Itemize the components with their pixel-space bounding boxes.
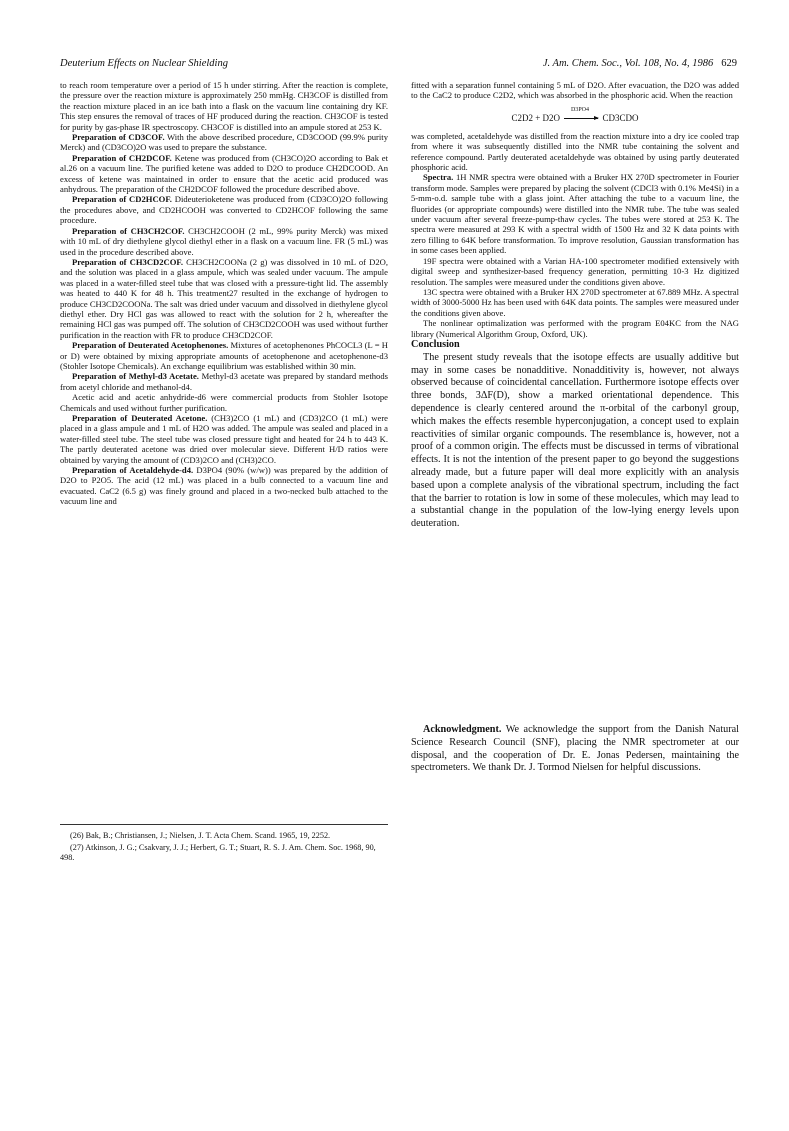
spectra-runin-heading: Spectra. [423, 172, 454, 183]
paragraph-text: Mixtures of acetophenones PhCOCL3 (L = H or D) were obtained by mixing appropriate amounts of acetophenone and acetophenone-d3 (Stohler Isotope Chemicals). An exchange equilibrium was established within 30 min. [60, 340, 389, 371]
conclusion-section [411, 339, 739, 531]
paragraph-runin-heading: Preparation of Acetaldehyde-d4. [72, 465, 194, 476]
paragraph-runin-heading: Preparation of CH3CD2COF. [72, 256, 184, 267]
equation-product: CD3CDO [602, 112, 639, 123]
paragraph-text: CH3CH2COONa (2 g) was dissolved in 10 mL of D2O, and the solution was placed in a glass ampule, which was sealed under vacuum. The ampule was placed in a water-filled steel tube that was closed with a pressure-tight lid. The assembly was heated to 440 K for 48 h. This treatment27 resulted in the exchange of hydrogen to produce CH3CD2COONa. The salt was dried under vacuum and dissolved in diethylene glycol diethyl ether. Dry HCl gas was allowed to react with the solution for 2 h, whereafter the remaining HCl gas was pumped off. The solution of CH3CD2COOH was used without further purification in the reaction with FR to produce CH3CD2COF. [60, 256, 389, 340]
acknowledgment-paragraph [411, 724, 739, 775]
article-short-title: Deuterium Effects on Nuclear Shielding [60, 58, 228, 69]
left-paragraph [60, 257, 388, 340]
footnote-27: (27) Atkinson, J. G.; Csakvary, J. J.; Herbert, G. T.; Stuart, R. S. J. Am. Chem. Soc. 1968, 90, 498. [60, 843, 376, 862]
paragraph-text: (CH3)2CO (1 mL) and (CD3)2CO (1 mL) were placed in a glass ampule and 1 mL of H2O was added. The ampule was sealed and placed in a water-filled steel tube. The steel tube was closed pressure tight and heated for 24 h to 443 K. The partly deuterated acetone was dried over molecular sieve. Different H/D ratios were obtained by varying the amount of (CD3)2CO and (CH3)2CO. [60, 413, 388, 465]
right-column [411, 80, 739, 531]
spectra-text: 1H NMR spectra were obtained with a Bruker HX 270D spectrometer in Fourier transform mode. Samples were prepared by placing the solvent (CDCl3 with 0.1% Me4Si) in a 5-mm-o.d. sample tube with a glass joint. After attaching the tube to a vacuum line, the fluorides (or appropriate compounds) were distilled into the NMR tube. The tube was sealed under vacuum after several freeze-pump-thaw cycles. The tubes were stored at 253 K. The spectra were measured at 293 K with a spectral width of 1500 Hz and 32 K data points with zero filling to 64K before transformation. To improve resolution, Gaussian transformation has in some cases been applied. [411, 172, 739, 256]
reaction-equation [411, 105, 739, 127]
paragraph-text: Dideuterioketene was produced from (CD3CO)2O following the procedures above, and CD2HCOOH was converted to CD2HCOF following the same procedure. [60, 194, 388, 226]
paragraph-acetaldehyde-cont: fitted with a separation funnel containing 5 mL of D2O. After evacuation, the D2O was added to the CaC2 to produce C2D2, which was absorbed in the phosphoric acid. When the reaction [411, 80, 739, 101]
paragraph-text: Methyl-d3 acetate was prepared by standard methods from acetyl chloride and methanol-d4. [60, 371, 388, 392]
paragraph-runin-heading: Preparation of CH3CH2COF. [72, 225, 185, 236]
left-paragraph [60, 194, 388, 225]
left-paragraph [60, 392, 388, 413]
spectra-text: 19F spectra were obtained with a Varian HA-100 spectrometer modified extensively with digital sweep and synthesizer-based frequency generation, permitting 10-3 Hz digitized resolution. The samples were measured under the conditions given above. [411, 255, 739, 287]
left-column [60, 80, 388, 507]
acknowledgment-text: We acknowledge the support from the Danish Natural Science Research Council (SNF), placing the NMR spectrometer at our disposal, and the cooperation of Dr. E. Jonas Pedersen, maintaining the spectrometers. We thank Dr. J. Tormod Nielsen for helpful discussions. [411, 724, 739, 774]
running-header [60, 58, 737, 74]
paragraph-text: to reach room temperature over a period of 15 h under stirring. After the reaction is complete, the pressure over the reaction mixture is approximately 250 mmHg. CH3COF is distilled from the reaction mixture placed in an ice bath into a flask on the vacuum line containing dry KF. This step ensures the removal of traces of HF produced during the reaction. CH3COF is tested for purity by gas-phase IR spectroscopy. CH3COF is distilled into an ampule stored at 253 K. [60, 80, 388, 132]
journal-citation: J. Am. Chem. Soc., Vol. 108, No. 4, 1986 629 [542, 58, 737, 69]
spectra-paragraph [411, 287, 739, 318]
paragraph-distillation: was completed, acetaldehyde was distilled from the reaction mixture into a dry ice cooled trap from where it was subsequently distilled into the NMR tube containing the solvent and reference compound. Partly deuterated acetaldehyde was obtained by using partly deuterated phosphoric acid. [411, 130, 739, 173]
conclusion-heading: Conclusion [411, 338, 460, 350]
left-paragraph [60, 413, 388, 465]
spectra-section [411, 172, 739, 339]
footnote-26: (26) Bak, B.; Christiansen, J.; Nielsen, J. T. Acta Chem. Scand. 1965, 19, 2252. [70, 831, 331, 840]
left-paragraph [60, 465, 388, 507]
footnotes [60, 824, 388, 865]
paragraph-runin-heading: Preparation of CH2DCOF. [72, 152, 172, 163]
paragraph-runin-heading: Preparation of Methyl-d3 Acetate. [72, 371, 199, 382]
spectra-text: The nonlinear optimalization was performed with the program E04KC from the NAG library (Numerical Algorithm Group, Oxford, UK). [411, 318, 739, 339]
left-paragraph [60, 371, 388, 392]
paragraph-text: CH3CH2COOH (2 mL, 99% purity Merck) was mixed with 10 mL of dry diethylene glycol diethyl ether in a flask on a vacuum line. FR (5 mL) was used in the procedure described above. [60, 225, 388, 257]
left-paragraph [60, 340, 388, 371]
left-paragraph [60, 80, 388, 132]
spectra-paragraph [411, 172, 739, 255]
paragraph-runin-heading: Preparation of CD2HCOF. [72, 194, 172, 205]
paragraph-text: With the above described procedure, CD3COOD (99.9% purity Merck) and (CD3CO)2O was used to prepare the substance. [60, 132, 388, 153]
paragraph-text: Acetic acid and acetic anhydride-d6 were commercial products from Stohler Isotope Chemicals and used without further purification. [60, 392, 388, 413]
acknowledgment-runin: Acknowledgment. [423, 724, 502, 735]
paragraph-text: Ketene was produced from (CH3CO)2O according to Bak et al.26 on a vacuum line. The purified ketene was added to D2O to produce CH2DCOOD. An excess of ketene was maintained in order to ensure that the acetic acid produced was anhydrous. The preparation of the CH2DCOF followed the procedure described above. [60, 152, 388, 195]
equation-reactants: C2D2 + D2O [511, 112, 561, 123]
spectra-text: 13C spectra were obtained with a Bruker HX 270D spectrometer at 67.889 MHz. A spectral width of 3000-5000 Hz has been used with 64K data points. The samples were measured under the conditions given above. [411, 286, 739, 318]
left-paragraph [60, 153, 388, 195]
footnote-rule [60, 824, 388, 825]
equation-catalyst: D3PO4 [571, 106, 590, 113]
paragraph-runin-heading: Preparation of Deuterated Acetophenones. [72, 340, 229, 351]
spectra-paragraph [411, 318, 739, 339]
paragraph-runin-heading: Preparation of CD3COF. [72, 132, 165, 143]
page-number: 629 [721, 58, 737, 69]
left-paragraph [60, 132, 388, 153]
conclusion-paragraph: The present study reveals that the isotope effects are usually additive but may in some cases be nonadditive. Nonadditivity is, however, not always observed because of coincidental cancellation. Furthermore isotope effects over three bonds, 3ΔF(D), show a marked orientational dependence. This dependence is clearly centered around the π-orbital of the carbonyl group, which makes the effects resemble hyperconjugation, a concept used to explain reactivities of similar organic compounds. The resemblance is, however, not a proof of a common origin. The effects must be discussed in terms of vibrational effects. It is not the intention of the present paper to go beyond the suggestions already made, but a future paper will deal more explicitly with an analysis based upon a complete analysis of the vibrational spectrum, including the fact that the barrier to rotation is low in some of these molecules, which may lead to a substantial change in the population of the low-lying energy levels upon deuteration. [411, 351, 739, 530]
spectra-paragraph [411, 256, 739, 287]
paragraph-text: D3PO4 (90% (w/w)) was prepared by the addition of D2O to P2O5. The acid (12 mL) was placed in a bulb connected to a vacuum line and evacuated. CaC2 (6.5 g) was finely ground and placed in a two-necked bulb attached to the vacuum line and [60, 465, 388, 507]
paragraph-runin-heading: Preparation of Deuterated Acetone. [72, 413, 208, 423]
left-paragraph [60, 226, 388, 257]
acknowledgment-section [411, 724, 739, 775]
reaction-arrow [564, 118, 598, 119]
